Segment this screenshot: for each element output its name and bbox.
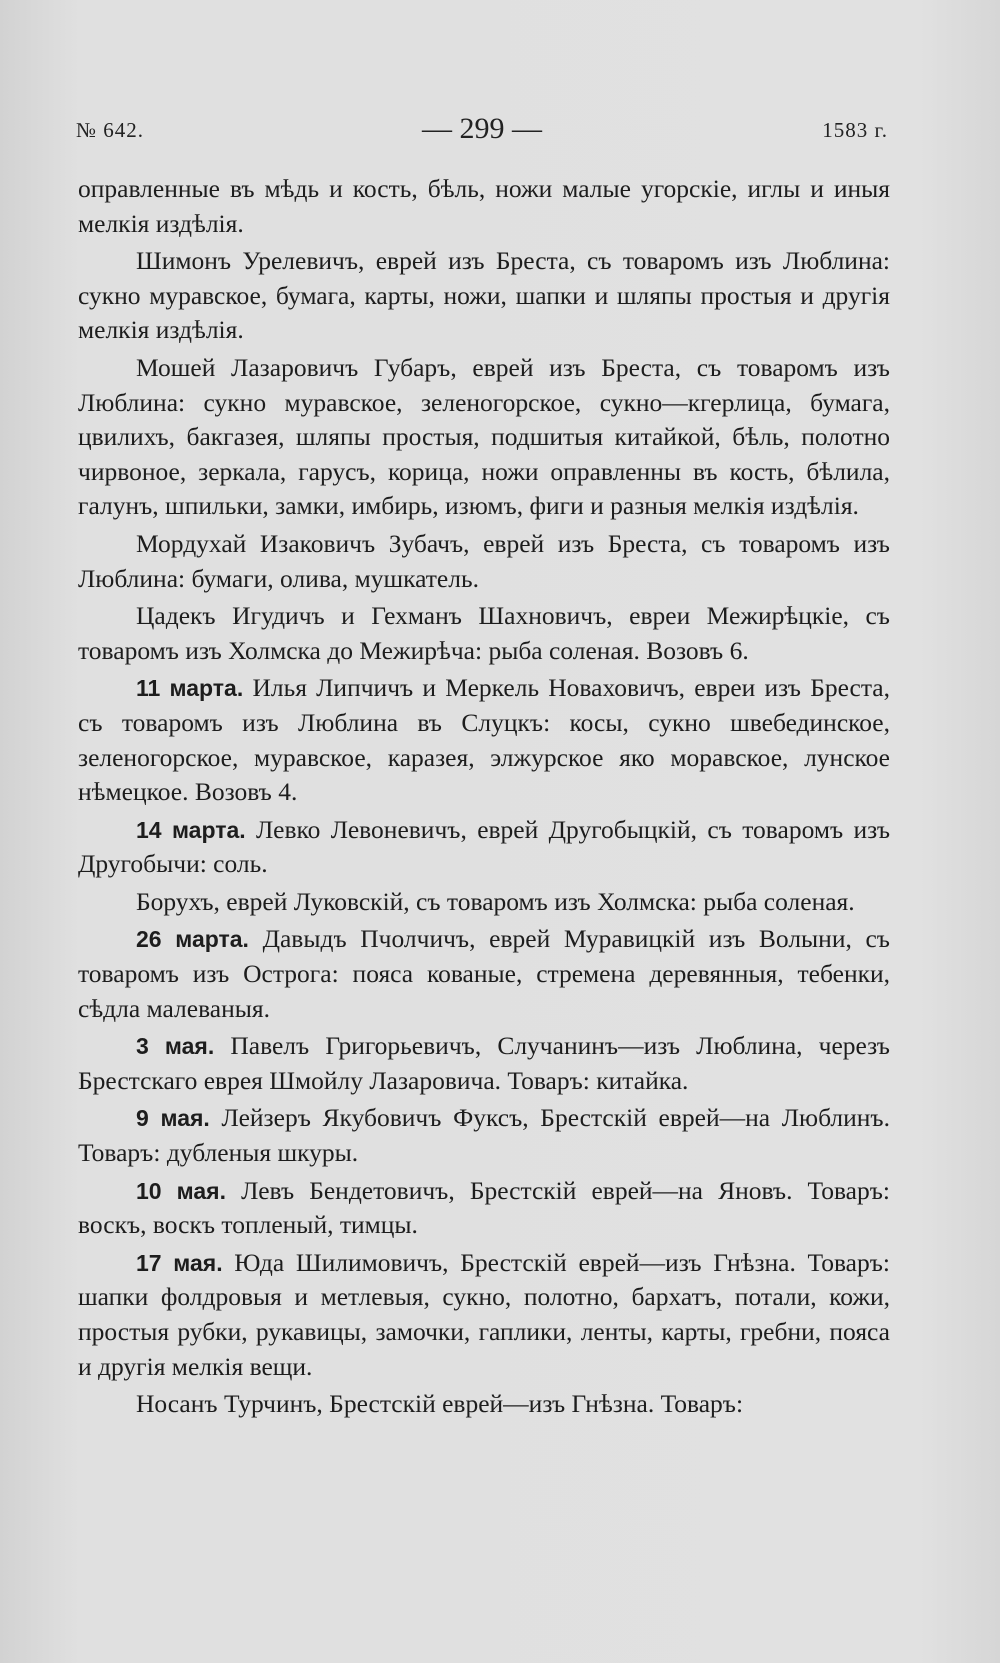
entry-paragraph [78,885,890,920]
entry-paragraph [78,813,890,882]
entry-text: Шимонъ Урелевичъ, еврей изъ Бреста, съ товаромъ изъ Люблина: сукно муравское, бумага, карты, ножи, шапки и шляпы простыя и другія мелкія издѣлія. [78,246,890,345]
entry-paragraph [78,172,890,241]
entry-paragraph [78,1174,890,1243]
entry-text: Носанъ Турчинъ, Брестскій еврей—изъ Гнѣзна. Товаръ: [136,1389,744,1419]
entry-text: Левко Левоневичъ, еврей Другобыцкій, съ товаромъ изъ Другобычи: соль. [78,814,891,879]
page-body [78,172,890,1425]
entry-text: Левъ Бендетовичъ, Брестскій еврей—на Яновъ. Товаръ: воскъ, воскъ топленый, тимцы. [78,1175,890,1240]
entry-date: 9 мая. [136,1105,210,1132]
entry-text: Цадекъ Игудичъ и Гехманъ Шахновичъ, евреи Межирѣцкіе, съ товаромъ изъ Холмска до Межирѣча: рыба соленая. Возовъ 6. [78,601,890,665]
document-number: № 642. [76,118,145,142]
entry-paragraph [78,527,890,596]
entry-paragraph [78,1246,890,1384]
page-number: — 299 — [422,112,542,145]
entry-text: оправленные въ мѣдь и кость, бѣль, ножи малые угорскіе, иглы и иныя мелкія издѣлія. [78,174,890,238]
page-header [76,112,888,152]
entry-text: Юда Шилимовичъ, Брестскій еврей—изъ Гнѣзна. Товаръ: шапки фолдровыя и метлевыя, сукно, полотно, бархатъ, потали, кожи, простыя рубки, рукавицы, замочки, гаплики, ленты, карты, гребни, пояса и другія мелкія вещи. [78,1247,891,1381]
entry-text: Мошей Лазаровичъ Губаръ, еврей изъ Бреста, съ товаромъ изъ Люблина: сукно муравское, зеленогорское, сукно—кгерлица, бумага, цвилихъ, бакгазея, шляпы простыя, подшитыя китайкой, бѣль, полотно чирвоное, зеркала, гарусъ, корица, ножи оправленны въ кость, бѣлила, галунъ, шпильки, замки, имбирь, изюмъ, фиги и разныя мелкія издѣлія. [78,352,890,521]
entry-date: 17 мая. [136,1249,223,1276]
entry-paragraph [78,922,890,1026]
entry-paragraph [78,244,890,348]
entry-date: 3 мая. [136,1033,215,1060]
entry-text: Лейзеръ Якубовичъ Фуксъ, Брестскій еврей—на Люблинъ. Товаръ: дубленыя шкуры. [78,1103,890,1168]
entry-text: Павелъ Григорьевичъ, Случанинъ—изъ Люблина, черезъ Брестскаго еврея Шмойлу Лазаровича. Товаръ: китайка. [78,1031,890,1095]
entry-paragraph [78,599,890,668]
entry-paragraph [78,1387,890,1422]
entry-date: 11 марта. [136,675,244,702]
entry-text: Борухъ, еврей Луковскій, съ товаромъ изъ Холмска: рыба соленая. [136,886,855,916]
entry-date: 14 марта. [136,816,246,843]
entry-text: Давыдъ Пчолчичъ, еврей Муравицкій изъ Волыни, съ товаромъ изъ Острога: пояса кованые, стремена деревянныя, тебенки, сѣдла малеваныя. [78,924,890,1023]
entry-date: 26 марта. [136,926,249,953]
entry-paragraph [78,1101,890,1170]
entry-paragraph [78,671,890,809]
entry-text: Илья Липчичъ и Меркель Новаховичъ, евреи изъ Бреста, съ товаромъ изъ Люблина въ Слуцкъ: косы, сукно швебединское, зеленогорское, муравское, каразея, элжурское яко моравское, лунское нѣмецкое. Возовъ 4. [78,673,891,807]
year-label: 1583 г. [822,118,888,142]
entry-text: Мордухай Изаковичъ Зубачъ, еврей изъ Бреста, съ товаромъ изъ Люблина: бумаги, олива, мушкатель. [78,528,890,593]
entry-paragraph [78,1029,890,1098]
entry-paragraph [78,351,890,524]
entry-date: 10 мая. [136,1177,226,1204]
